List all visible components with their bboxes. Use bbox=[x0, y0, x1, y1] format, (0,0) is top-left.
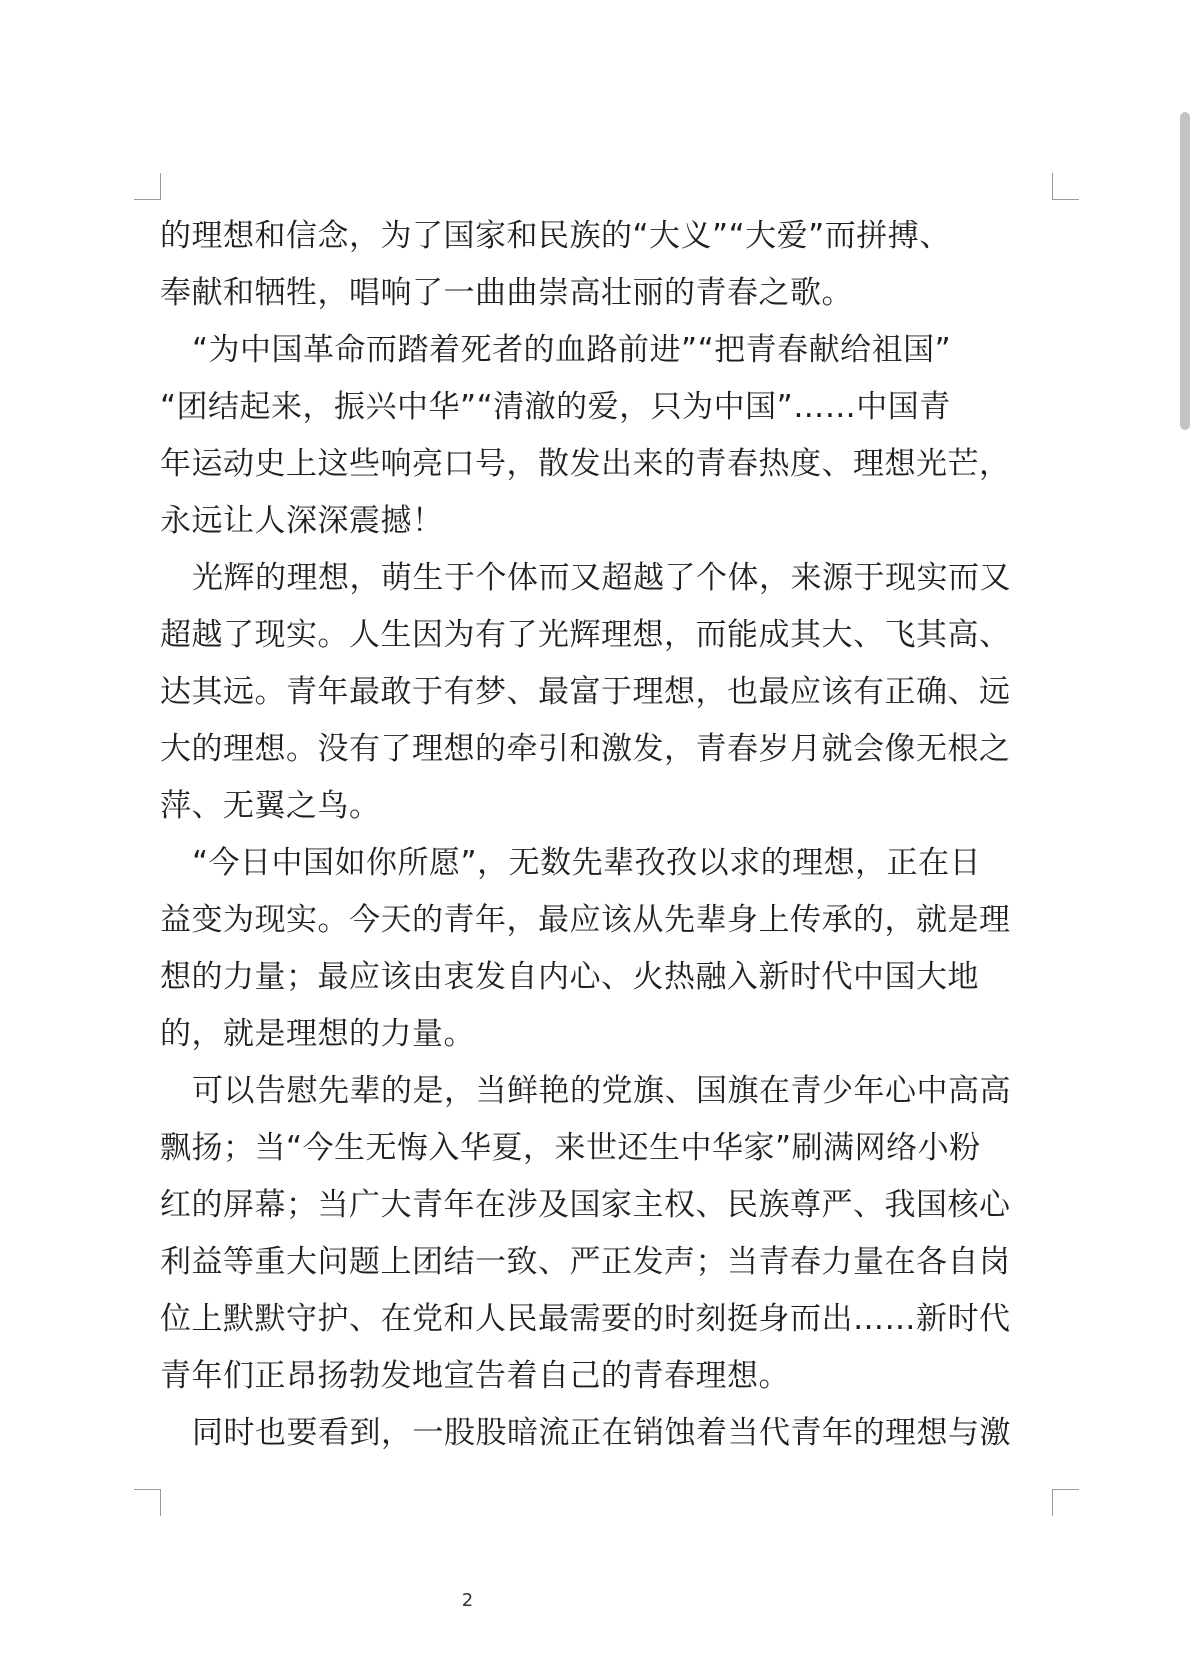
text-line: 飘扬；当“今生无悔入华夏，来世还生中华家”刷满网络小粉 bbox=[160, 1130, 981, 1166]
text-line: 青年们正昂扬勃发地宣告着自己的青春理想。 bbox=[160, 1358, 790, 1394]
text-line: 的理想和信念，为了国家和民族的“大义”“大爱”而拼搏、 bbox=[160, 218, 951, 254]
text-line: “团结起来，振兴中华”“清澈的爱，只为中国”……中国青 bbox=[160, 389, 951, 425]
text-line: 大的理想。没有了理想的牵引和激发，青春岁月就会像无根之 bbox=[160, 731, 1011, 767]
document-body[interactable] bbox=[160, 208, 1040, 1462]
vertical-scrollbar-thumb[interactable] bbox=[1180, 112, 1190, 430]
page-number: 2 bbox=[461, 1590, 474, 1611]
text-line: 的，就是理想的力量。 bbox=[160, 1016, 475, 1052]
text-line: 奉献和牺牲，唱响了一曲曲崇高壮丽的青春之歌。 bbox=[160, 275, 853, 311]
text-line: 同时也要看到，一股股暗流正在销蚀着当代青年的理想与激 bbox=[192, 1415, 1011, 1451]
bottom-left-corner-mark bbox=[134, 1489, 161, 1516]
text-line: 超越了现实。人生因为有了光辉理想，而能成其大、飞其高、 bbox=[160, 617, 1011, 653]
text-line: 利益等重大问题上团结一致、严正发声；当青春力量在各自岗 bbox=[160, 1244, 1011, 1280]
text-line: 年运动史上这些响亮口号，散发出来的青春热度、理想光芒， bbox=[160, 446, 1011, 482]
text-line: 永远让人深深震撼！ bbox=[160, 503, 444, 539]
text-line: 光辉的理想，萌生于个体而又超越了个体，来源于现实而又 bbox=[192, 560, 1011, 596]
text-line: “为中国革命而踏着死者的血路前进”“把青春献给祖国” bbox=[192, 332, 952, 368]
text-line: 想的力量；最应该由衷发自内心、火热融入新时代中国大地 bbox=[160, 959, 979, 995]
text-line: 达其远。青年最敢于有梦、最富于理想，也最应该有正确、远 bbox=[160, 674, 1011, 710]
text-line: 位上默默守护、在党和人民最需要的时刻挺身而出……新时代 bbox=[160, 1301, 1011, 1337]
top-right-corner-mark bbox=[1052, 173, 1079, 200]
bottom-right-corner-mark bbox=[1052, 1489, 1079, 1516]
text-line: 益变为现实。今天的青年，最应该从先辈身上传承的，就是理 bbox=[160, 902, 1011, 938]
text-line: 红的屏幕；当广大青年在涉及国家主权、民族尊严、我国核心 bbox=[160, 1187, 1011, 1223]
top-left-corner-mark bbox=[134, 173, 161, 200]
text-line: 萍、无翼之鸟。 bbox=[160, 788, 381, 824]
text-line: “今日中国如你所愿”，无数先辈孜孜以求的理想，正在日 bbox=[192, 845, 982, 881]
text-line: 可以告慰先辈的是，当鲜艳的党旗、国旗在青少年心中高高 bbox=[192, 1073, 1011, 1109]
